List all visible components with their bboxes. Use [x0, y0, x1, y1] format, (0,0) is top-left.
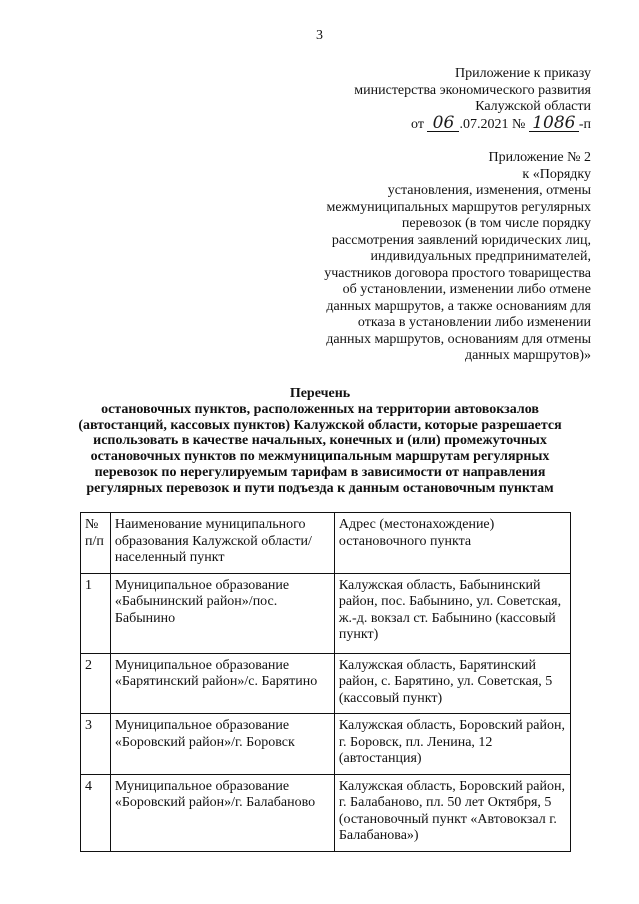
table-row	[81, 653, 571, 714]
table-row	[81, 714, 571, 775]
title-line: остановочных пунктов, расположенных на территории автовокзалов	[101, 401, 539, 417]
appendix-2-line: к «Порядку	[522, 166, 591, 182]
order-date-rest: .07.2021 №	[459, 116, 526, 132]
row-municipality: Муниципальное образование «Боровский район»/г. Боровск	[110, 714, 334, 775]
appendix-2-line: перевозок (в том числе порядку	[401, 216, 591, 231]
row-number: 4	[81, 774, 111, 851]
order-from-label: от	[411, 116, 424, 132]
title-line: остановочных пунктов по межмуниципальным маршрутам регулярных	[90, 449, 550, 465]
header-municipality: Наименование муниципального образования Калужской области/населенный пункт	[110, 513, 334, 574]
order-date-number-line	[354, 112, 591, 134]
handwritten-order-number: 1086	[529, 116, 579, 132]
row-municipality: Муниципальное образование «Барятинский район»/с. Барятино	[110, 653, 334, 714]
row-address: Калужская область, Боровский район, г. Боровск, пл. Ленина, 12 (автостанция)	[334, 714, 570, 775]
appendix-2-line: участников договора простого товарищества	[324, 265, 591, 281]
order-appendix-block	[354, 66, 591, 133]
appendix-2-line: об установлении, изменении либо отмене	[342, 282, 591, 297]
table-row	[81, 774, 571, 851]
row-number: 1	[81, 573, 111, 653]
appendix-2-line: рассмотрения заявлений юридических лиц,	[331, 232, 591, 248]
appendix-2-line: индивидуальных предпринимателей,	[370, 249, 591, 264]
page-number: 3	[316, 28, 323, 43]
row-number: 2	[81, 653, 111, 714]
appendix-2-line: данных маршрутов, основаниям для отмены	[326, 331, 591, 347]
row-address: Калужская область, Барятинский район, с. Барятино, ул. Советская, 5 (кассовый пункт)	[334, 653, 570, 714]
row-address: Калужская область, Боровский район, г. Балабаново, пл. 50 лет Октября, 5 (остановочный пункт «Автовокзал г. Балабанова»)	[334, 774, 570, 851]
order-number-suffix: -п	[578, 116, 591, 132]
title-line: перевозок по нерегулируемым тарифам в зависимости от направления	[94, 464, 546, 480]
appendix-2-line: отказа в установлении либо изменении	[357, 315, 591, 330]
header-address: Адрес (местонахождение) остановочного пункта	[334, 513, 570, 574]
order-appendix-line: Приложение к приказу	[455, 66, 591, 81]
handwritten-day: 06	[427, 116, 459, 132]
appendix-2-line: установления, изменения, отмены	[387, 183, 591, 198]
stops-table	[80, 512, 571, 852]
row-municipality: Муниципальное образование «Бабынинский район»/пос. Бабынино	[110, 573, 334, 653]
row-address: Калужская область, Бабынинский район, пос. Бабынино, ул. Советская, ж.-д. вокзал ст. Бабынино (кассовый пункт)	[334, 573, 570, 653]
row-number: 3	[81, 714, 111, 775]
title-line: использовать в качестве начальных, конечных и (или) промежуточных	[93, 433, 547, 449]
document-title	[70, 386, 570, 497]
appendix-2-line: Приложение № 2	[488, 150, 591, 165]
appendix-2-block	[291, 150, 591, 365]
header-number: № п/п	[81, 513, 111, 574]
appendix-2-line: данных маршрутов, а также основаниям для	[326, 298, 591, 314]
table-row	[81, 573, 571, 653]
order-appendix-line: Калужской области	[475, 99, 591, 114]
appendix-2-line: межмуниципальных маршрутов регулярных	[326, 199, 591, 215]
row-municipality: Муниципальное образование «Боровский район»/г. Балабаново	[110, 774, 334, 851]
title-line: (автостанций, кассовых пунктов) Калужской области, которые разрешается	[78, 417, 562, 433]
title-line: регулярных перевозок и пути подъезда к данным остановочным пунктам	[86, 480, 554, 496]
title-heading: Перечень	[289, 386, 351, 401]
order-appendix-line: министерства экономического развития	[354, 82, 591, 98]
appendix-2-line: данных маршрутов)»	[464, 348, 591, 363]
table-header-row	[81, 513, 571, 574]
